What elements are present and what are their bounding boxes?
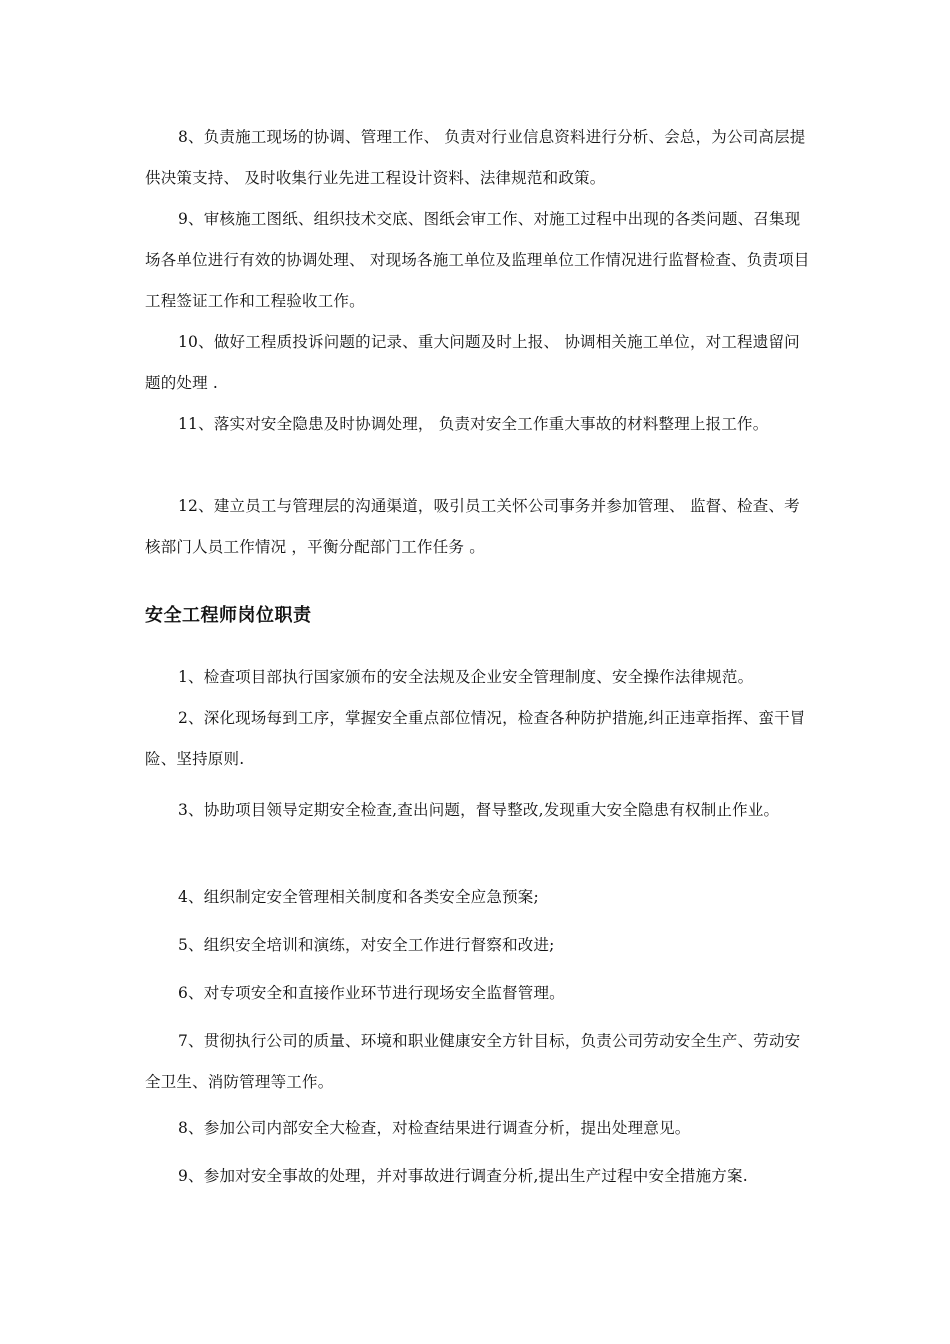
safety-duty-item-3: 3、协助项目领导定期安全检查,查出问题，督导整改,发现重大安全隐患有权制止作业。 <box>178 801 780 819</box>
safety-duty-item-7: 7、贯彻执行公司的质量、环境和职业健康安全方针目标，负责公司劳动安全生产、劳动安全卫生、消防管理等工作。 <box>145 1032 801 1091</box>
duty-item-8: 8、负责施工现场的协调、管理工作、 负责对行业信息资料进行分析、会总，为公司高层提供决策支持、 及时收集行业先进工程设计资料、法律规范和政策。 <box>145 128 806 187</box>
duty-item-11: 11、落实对安全隐患及时协调处理， 负责对安全工作重大事故的材料整理上报工作。 <box>178 415 769 433</box>
safety-duty-item-4: 4、组织制定安全管理相关制度和各类安全应急预案; <box>178 888 539 906</box>
section-heading: 安全工程师岗位职责 <box>145 605 312 626</box>
safety-duty-item-8: 8、参加公司内部安全大检查，对检查结果进行调查分析，提出处理意见。 <box>178 1119 691 1137</box>
safety-duty-item-5: 5、组织安全培训和演练，对安全工作进行督察和改进; <box>178 936 555 954</box>
safety-duty-item-6: 6、对专项安全和直接作业环节进行现场安全监督管理。 <box>178 984 565 1002</box>
duty-item-9: 9、审核施工图纸、组织技术交底、图纸会审工作、对施工过程中出现的各类问题、召集现场各单位进行有效的协调处理、 对现场各施工单位及监理单位工作情况进行监督检查、负责项目工程签证工作和工程验收工作。 <box>145 210 810 310</box>
safety-duty-item-2: 2、深化现场每到工序，掌握安全重点部位情况，检查各种防护措施,纠正违章指挥、蛮干冒险、坚持原则. <box>145 709 806 768</box>
duty-item-12: 12、建立员工与管理层的沟通渠道，吸引员工关怀公司事务并参加管理、 监督、检查、考核部门人员工作情况 ，平衡分配部门工作任务 。 <box>145 497 800 556</box>
safety-duty-item-9: 9、参加对安全事故的处理，并对事故进行调查分析,提出生产过程中安全措施方案. <box>178 1167 748 1185</box>
safety-duty-item-1: 1、检查项目部执行国家颁布的安全法规及企业安全管理制度、安全操作法律规范。 <box>178 668 754 686</box>
duty-item-10: 10、做好工程质投诉问题的记录、重大问题及时上报、 协调相关施工单位，对工程遗留问题的处理 . <box>145 333 800 392</box>
